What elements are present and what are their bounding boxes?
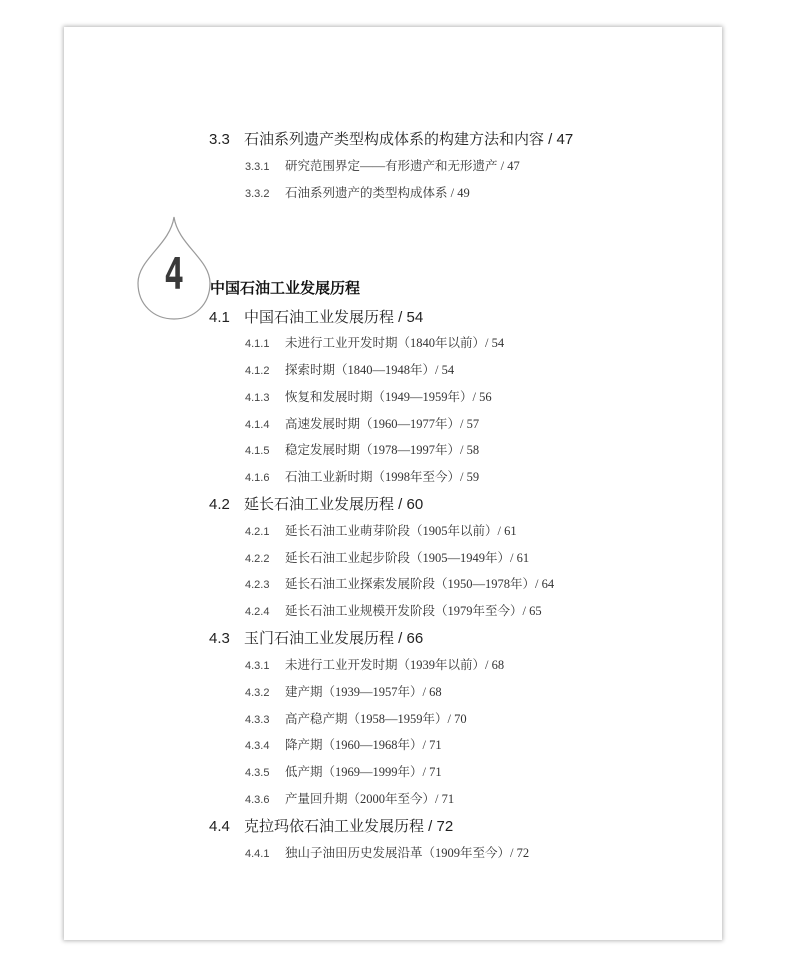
chapter-number: 4 — [164, 249, 184, 300]
section-title: 克拉玛依石油工业发展历程 / 72 — [244, 818, 454, 835]
subsection-number: 4.1.5 — [245, 445, 270, 457]
subsection-number: 3.3.2 — [245, 188, 270, 200]
subsection-title: 独山子油田历史发展沿革（1909年至今）/ 72 — [285, 846, 530, 860]
toc-subsection[interactable] — [245, 364, 454, 377]
subsection-number: 4.3.1 — [245, 660, 270, 672]
subsection-title: 未进行工业开发时期（1840年以前）/ 54 — [285, 336, 505, 350]
toc-subsection[interactable] — [245, 444, 479, 457]
section-title: 玉门石油工业发展历程 / 66 — [244, 630, 424, 647]
subsection-title: 建产期（1939—1957年）/ 68 — [285, 685, 442, 699]
toc-subsection[interactable] — [245, 160, 520, 173]
toc-subsection[interactable] — [245, 847, 529, 860]
toc-section[interactable] — [209, 819, 453, 834]
toc-subsection[interactable] — [245, 605, 542, 618]
subsection-title: 石油系列遗产的类型构成体系 / 49 — [285, 186, 470, 200]
toc-section[interactable] — [209, 310, 423, 325]
toc-subsection[interactable] — [245, 766, 442, 779]
toc-subsection[interactable] — [245, 552, 529, 565]
toc-subsection[interactable] — [245, 418, 479, 431]
toc-subsection[interactable] — [245, 659, 504, 672]
toc-subsection[interactable] — [245, 187, 470, 200]
section-title: 中国石油工业发展历程 / 54 — [244, 309, 424, 326]
chapter-title[interactable]: 中国石油工业发展历程 — [210, 279, 361, 297]
toc-subsection[interactable] — [245, 686, 442, 699]
toc-section[interactable] — [209, 631, 423, 646]
book-page — [64, 27, 722, 940]
subsection-title: 研究范围界定——有形遗产和无形遗产 / 47 — [285, 159, 520, 173]
subsection-number: 4.2.1 — [245, 526, 270, 538]
toc-subsection[interactable] — [245, 525, 517, 538]
toc-subsection[interactable] — [245, 337, 504, 350]
toc-subsection[interactable] — [245, 739, 442, 752]
section-number: 4.2 — [209, 496, 230, 513]
subsection-number: 4.2.3 — [245, 579, 270, 591]
subsection-number: 4.3.4 — [245, 740, 270, 752]
section-title: 延长石油工业发展历程 / 60 — [244, 496, 424, 513]
subsection-number: 4.1.1 — [245, 338, 270, 350]
section-number: 4.4 — [209, 818, 230, 835]
toc-subsection[interactable] — [245, 713, 467, 726]
subsection-title: 延长石油工业规模开发阶段（1979年至今）/ 65 — [285, 604, 542, 618]
subsection-number: 4.1.4 — [245, 419, 270, 431]
subsection-title: 延长石油工业起步阶段（1905—1949年）/ 61 — [285, 551, 530, 565]
subsection-number: 3.3.1 — [245, 161, 270, 173]
subsection-number: 4.1.6 — [245, 472, 270, 484]
toc-subsection[interactable] — [245, 578, 554, 591]
subsection-number: 4.3.6 — [245, 794, 270, 806]
subsection-number: 4.3.5 — [245, 767, 270, 779]
subsection-number: 4.3.2 — [245, 687, 270, 699]
subsection-title: 石油工业新时期（1998年至今）/ 59 — [285, 470, 480, 484]
subsection-title: 高速发展时期（1960—1977年）/ 57 — [285, 417, 480, 431]
toc-subsection[interactable] — [245, 391, 492, 404]
subsection-title: 探索时期（1840—1948年）/ 54 — [285, 363, 455, 377]
subsection-title: 降产期（1960—1968年）/ 71 — [285, 738, 442, 752]
subsection-title: 恢复和发展时期（1949—1959年）/ 56 — [285, 390, 492, 404]
subsection-title: 延长石油工业探索发展阶段（1950—1978年）/ 64 — [285, 577, 555, 591]
subsection-number: 4.1.2 — [245, 365, 270, 377]
toc-section[interactable] — [209, 132, 573, 147]
subsection-title: 未进行工业开发时期（1939年以前）/ 68 — [285, 658, 505, 672]
subsection-number: 4.1.3 — [245, 392, 270, 404]
subsection-title: 延长石油工业萌芽阶段（1905年以前）/ 61 — [285, 524, 517, 538]
section-title: 石油系列遗产类型构成体系的构建方法和内容 / 47 — [244, 131, 574, 148]
subsection-number: 4.2.4 — [245, 606, 270, 618]
subsection-number: 4.3.3 — [245, 714, 270, 726]
section-number: 3.3 — [209, 131, 230, 148]
subsection-title: 稳定发展时期（1978—1997年）/ 58 — [285, 443, 480, 457]
section-number: 4.3 — [209, 630, 230, 647]
toc-subsection[interactable] — [245, 471, 479, 484]
section-number: 4.1 — [209, 309, 230, 326]
subsection-number: 4.4.1 — [245, 848, 270, 860]
subsection-title: 低产期（1969—1999年）/ 71 — [285, 765, 442, 779]
toc-subsection[interactable] — [245, 793, 454, 806]
subsection-title: 高产稳产期（1958—1959年）/ 70 — [285, 712, 467, 726]
toc-section[interactable] — [209, 497, 423, 512]
chapter-drop-icon — [134, 215, 214, 325]
subsection-number: 4.2.2 — [245, 553, 270, 565]
subsection-title: 产量回升期（2000年至今）/ 71 — [285, 792, 455, 806]
